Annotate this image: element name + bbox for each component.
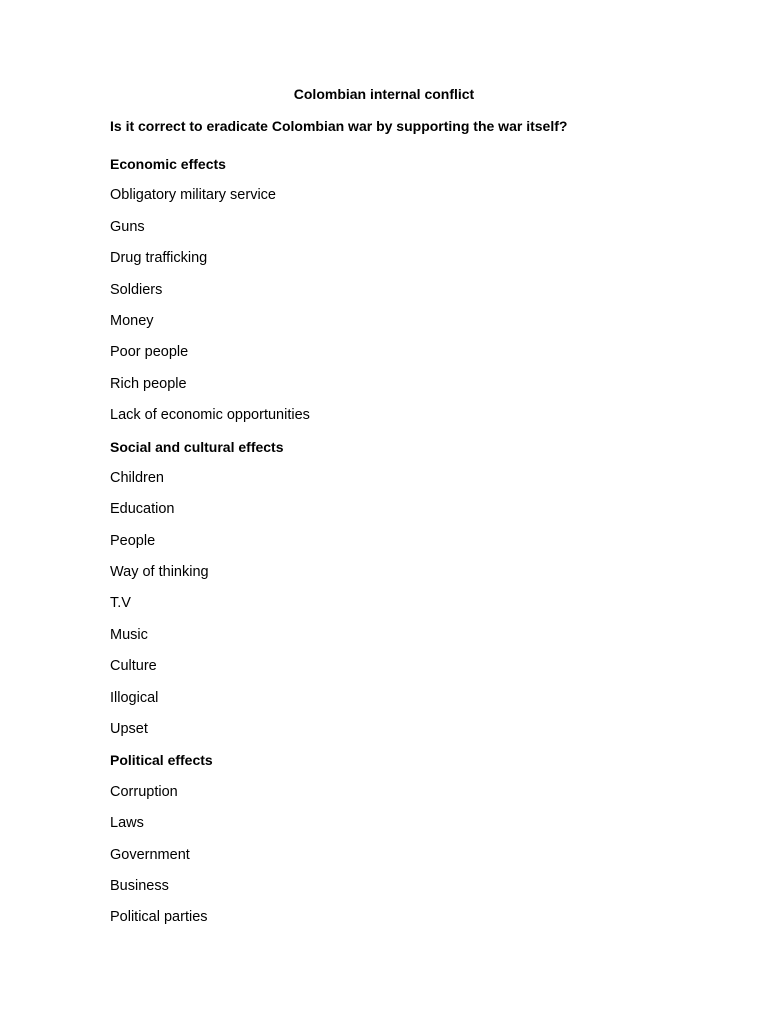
section-heading-social-cultural: Social and cultural effects xyxy=(110,438,284,455)
list-item: Guns xyxy=(110,218,145,235)
document-question: Is it correct to eradicate Colombian war by supporting the war itself? xyxy=(110,118,568,134)
list-item: Corruption xyxy=(110,783,178,800)
list-item: Upset xyxy=(110,721,148,738)
section-heading-economic: Economic effects xyxy=(110,156,226,172)
list-item: Poor people xyxy=(110,344,189,361)
list-item: Way of thinking xyxy=(110,564,209,581)
list-item: Soldiers xyxy=(110,281,163,298)
section-heading-political: Political effects xyxy=(110,752,213,769)
list-item: Culture xyxy=(110,658,157,675)
list-item: Children xyxy=(110,469,164,486)
list-item: Illogical xyxy=(110,689,159,706)
list-item: Government xyxy=(110,846,190,863)
list-item: Money xyxy=(110,312,154,329)
list-item: Lack of economic opportunities xyxy=(110,407,310,424)
document-body xyxy=(110,155,310,940)
list-item: Laws xyxy=(110,815,144,832)
list-item: Obligatory military service xyxy=(110,187,276,204)
list-item: People xyxy=(110,532,156,549)
list-item: Drug trafficking xyxy=(110,250,208,267)
list-item: Music xyxy=(110,626,148,643)
list-item: Rich people xyxy=(110,375,187,392)
list-item: Business xyxy=(110,877,169,894)
list-item: Education xyxy=(110,501,175,518)
list-item: Political parties xyxy=(110,909,208,926)
list-item: T.V xyxy=(110,595,131,612)
document-title: Colombian internal conflict xyxy=(293,86,475,102)
